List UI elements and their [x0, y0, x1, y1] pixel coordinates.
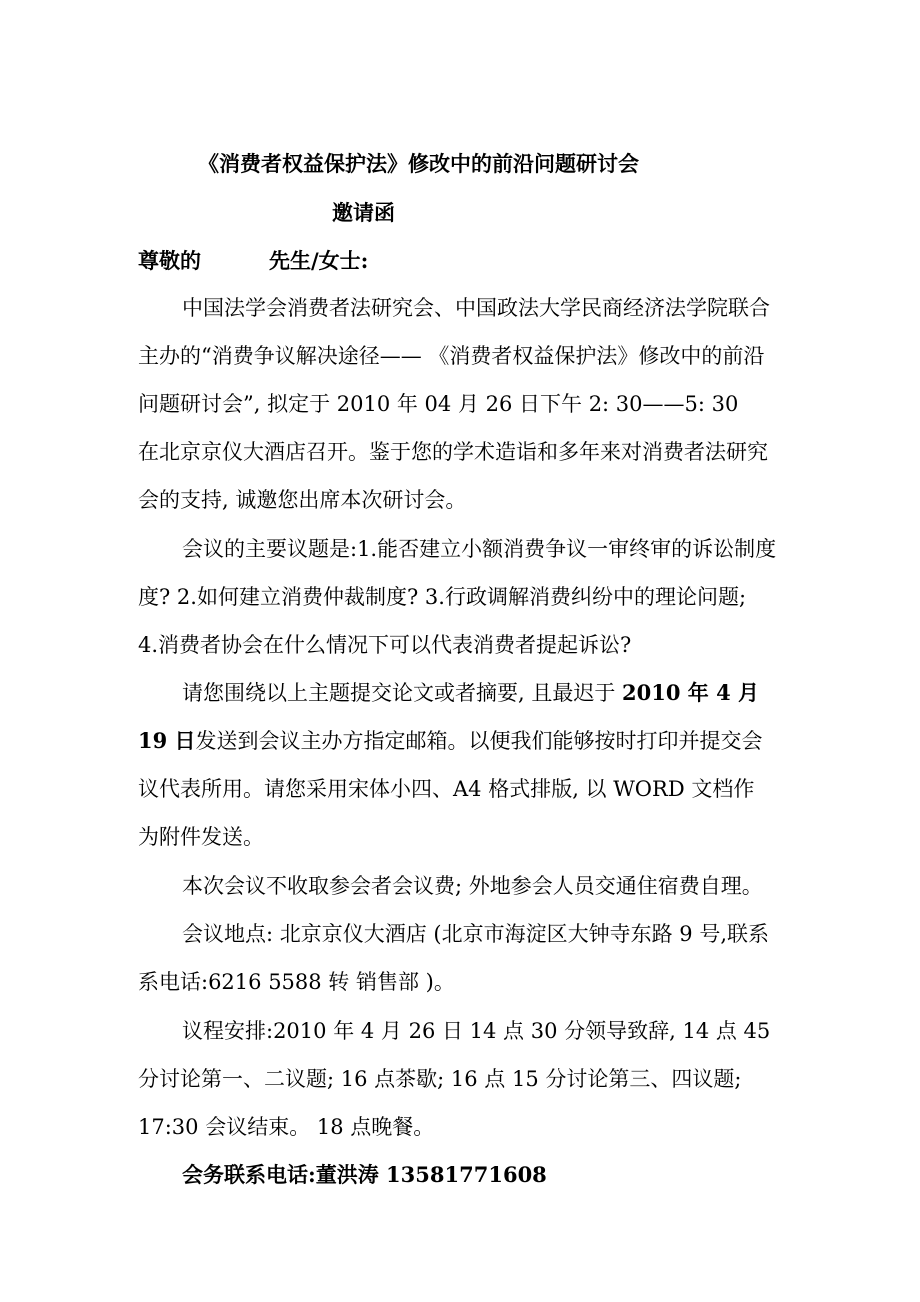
paragraph-line: 度? 2.如何建立消费仲裁制度? 3.行政调解消费纠纷中的理论问题;: [138, 585, 747, 609]
paragraph-line: 分讨论第一、二议题; 16 点茶歇; 16 点 15 分讨论第三、四议题;: [138, 1067, 742, 1091]
deadline-rest: 发送到会议主办方指定邮箱。以便我们能够按时打印并提交会: [195, 729, 763, 753]
paragraph-line: 议代表所用。请您采用宋体小四、A4 格式排版, 以 WORD 文档作: [138, 777, 755, 801]
deadline-date: 2010 年 4 月: [622, 680, 760, 705]
paragraph-line: 会议地点: 北京京仪大酒店 (北京市海淀区大钟寺东路 9 号,联系: [182, 922, 770, 946]
paragraph-line: 会议的主要议题是:1.能否建立小额消费争议一审终审的诉讼制度: [182, 537, 777, 561]
paragraph-line: 本次会议不收取参会者会议费; 外地参会人员交通住宿费自理。: [182, 874, 763, 898]
deadline-intro: 请您围绕以上主题提交论文或者摘要, 且最迟于: [182, 681, 623, 705]
paragraph-line: 问题研讨会”, 拟定于 2010 年 04 月 26 日下午 2: 30——5: 30: [138, 392, 739, 416]
salutation-prefix: 尊敬的: [138, 248, 201, 273]
paragraph-line: 为附件发送。: [138, 825, 264, 849]
paragraph-line: 中国法学会消费者法研究会、中国政法大学民商经济法学院联合: [182, 296, 770, 320]
paragraph-line: 议程安排:2010 年 4 月 26 日 14 点 30 分领导致辞, 14 点 45: [182, 1019, 771, 1043]
salutation-suffix: 先生/女士:: [269, 248, 369, 273]
deadline-day: 19 日: [138, 728, 196, 753]
document-subtitle: 邀请函: [332, 200, 395, 225]
paragraph-line: 4.消费者协会在什么情况下可以代表消费者提起诉讼?: [138, 633, 632, 657]
document-title: 《消费者权益保护法》修改中的前沿问题研讨会: [198, 151, 639, 176]
paragraph-line: 系电话:6216 5588 转 销售部 )。: [138, 970, 455, 994]
contact-line: 会务联系电话:董洪涛 13581771608: [182, 1162, 547, 1187]
paragraph-line: 在北京京仪大酒店召开。鉴于您的学术造诣和多年来对消费者法研究: [138, 440, 768, 464]
paragraph-line: [182, 679, 759, 707]
paragraph-line: 会的支持, 诚邀您出席本次研讨会。: [138, 488, 467, 512]
paragraph-line: [138, 727, 763, 755]
paragraph-line: 17:30 会议结束。 18 点晚餐。: [138, 1115, 435, 1139]
paragraph-line: 主办的“消费争议解决途径—— 《消费者权益保护法》修改中的前沿: [138, 344, 765, 368]
